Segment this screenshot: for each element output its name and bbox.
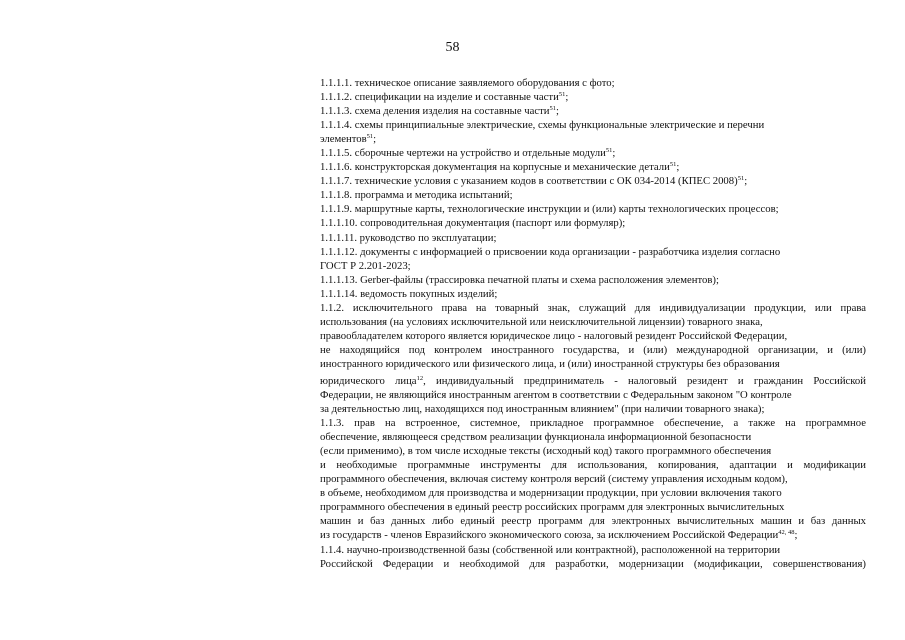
text-line [320, 557, 866, 571]
line-text: иностранного юридического или физического лица, и (или) иностранной структуры без образования [320, 357, 780, 370]
line-tail: ; [373, 133, 377, 146]
line-text: 1.1.2. исключительного права на товарный знак, служащий для индивидуализации продукции, или права [320, 301, 866, 314]
text-line [320, 444, 866, 458]
text-line [320, 273, 866, 287]
line-text: 1.1.1.1. техническое описание заявляемого оборудования с фото; [320, 77, 615, 89]
line-text: в объеме, необходимом для производства и модернизации продукции, при условии включения такого [320, 487, 782, 500]
text-line [320, 301, 866, 315]
footnote-ref: 42, 48 [778, 529, 795, 537]
line-text: 1.1.1.10. сопроводительная документация (паспорт или формуляр); [320, 217, 626, 230]
line-text: 1.1.1.3. схема деления изделия на составные части [320, 105, 550, 118]
line-tail: ; [556, 105, 559, 118]
line-text: 1.1.1.6. конструкторская документация на корпусные и механические детали [320, 161, 670, 174]
line-text: не находящийся под контролем иностранного государства, и (или) международной организации, и (или) [320, 343, 866, 356]
text-line [320, 343, 866, 357]
line-text: 1.1.4. научно-производственной базы (собственной или контрактной), расположенной на территории [320, 543, 781, 556]
text-line [320, 245, 866, 259]
text-line [320, 458, 866, 472]
line-text: 1.1.1.12. документы с информацией о присвоении кода организации - разработчика изделия согласно [320, 245, 781, 258]
text-line [320, 357, 866, 371]
text-line [320, 132, 866, 146]
line-tail: ; [565, 91, 569, 104]
line-tail: ; [612, 147, 616, 160]
text-line [320, 329, 866, 343]
text-line [320, 188, 866, 202]
text-line [320, 472, 866, 486]
line-text: 1.1.1.5. сборочные чертежи на устройство и отдельные модули [320, 147, 606, 160]
line-text: правообладателем которого является юридическое лицо - налоговый резидент Российской Федерации, [320, 329, 788, 342]
line-text: из государств - членов Евразийского экономического союза, за исключением Российской Федерации [320, 529, 779, 542]
text-line [320, 402, 866, 416]
line-text: 1.1.1.8. программа и методика испытаний; [320, 189, 513, 202]
text-line [320, 430, 866, 444]
text-line [320, 528, 866, 542]
text-line [320, 146, 866, 160]
text-line [320, 104, 866, 118]
footnote-ref: 51 [605, 147, 613, 155]
line-text: 1.1.1.14. ведомость покупных изделий; [320, 287, 498, 300]
footnote-ref: 51 [549, 105, 557, 113]
text-line [320, 216, 866, 230]
page-number: 58 [445, 40, 460, 55]
footnote-ref: 51 [737, 175, 745, 183]
text-line [320, 160, 866, 174]
line-text: элементов [320, 133, 367, 146]
line-text: и необходимые программные инструменты для использования, копирования, адаптации и модификации [320, 459, 866, 472]
line-text: Российской Федерации и необходимой для разработки, модернизации (модификации, совершенствования) [320, 557, 866, 570]
line-text: использования (на условиях исключительной или неисключительной лицензии) товарного знака, [320, 315, 763, 328]
footnote-ref: 51 [669, 161, 677, 169]
line-text: за деятельностью лиц, находящихся под иностранным влиянием" (при наличии товарного знака); [320, 403, 765, 416]
line-text: обеспечение, являющееся средством реализации функционала информационной безопасности [320, 431, 752, 444]
line-text: 1.1.1.4. схемы принципиальные электрические, схемы функциональные электрические и перечни [320, 119, 765, 132]
text-line [320, 231, 866, 245]
text-line [320, 76, 866, 90]
line-text: программного обеспечения, включая систему контроля версий (систему управления исходным кодом), [320, 473, 788, 486]
line-text: программного обеспечения в единый реестр российских программ для электронных вычислительных [320, 501, 785, 514]
line-text: 1.1.3. прав на встроенное, системное, прикладное программное обеспечение, а также на программное [320, 417, 866, 430]
line-text: 1.1.1.7. технические условия с указанием кодов в соответствии с ОК 034-2014 (КПЕС 2008) [320, 175, 738, 188]
text-line [320, 371, 866, 388]
line-text: ГОСТ Р 2.201-2023; [320, 259, 411, 272]
line-text: Федерации, не являющийся иностранным агентом в соответствии с Федеральным законом "О контроле [320, 388, 792, 401]
document-text-body [320, 76, 866, 571]
line-text: 1.1.1.2. спецификации на изделие и составные части [320, 91, 559, 104]
line-tail: ; [794, 529, 798, 542]
line-text: 1.1.1.9. маршрутные карты, технологические инструкции и (или) карты технологических процессов; [320, 203, 779, 216]
text-line [320, 90, 866, 104]
text-line [320, 118, 866, 132]
line-text: 1.1.1.11. руководство по эксплуатации; [320, 231, 497, 244]
text-line [320, 500, 866, 514]
line-tail: , индивидуальный предприниматель - налоговый резидент и гражданин Российской [423, 374, 866, 387]
line-tail: ; [744, 175, 748, 188]
text-line [320, 315, 866, 329]
text-line [320, 388, 866, 402]
line-text: (если применимо), в том числе исходные тексты (исходный код) такого программного обеспечения [320, 445, 772, 458]
text-line [320, 287, 866, 301]
line-text: машин и баз данных либо единый реестр программ для электронных вычислительных машин и баз данных [320, 515, 866, 528]
footnote-ref: 51 [558, 91, 566, 99]
line-text: 1.1.1.13. Gerber-файлы (трассировка печатной платы и схема расположения элементов); [320, 273, 719, 286]
text-line [320, 174, 866, 188]
text-line [320, 514, 866, 528]
footnote-ref: 51 [366, 133, 374, 141]
footnote-ref: 12 [416, 374, 424, 382]
text-line [320, 259, 866, 273]
line-tail: ; [676, 161, 680, 174]
text-line [320, 416, 866, 430]
text-line [320, 202, 866, 216]
text-line [320, 486, 866, 500]
line-text: юридического лица [320, 374, 417, 387]
text-line [320, 543, 866, 557]
